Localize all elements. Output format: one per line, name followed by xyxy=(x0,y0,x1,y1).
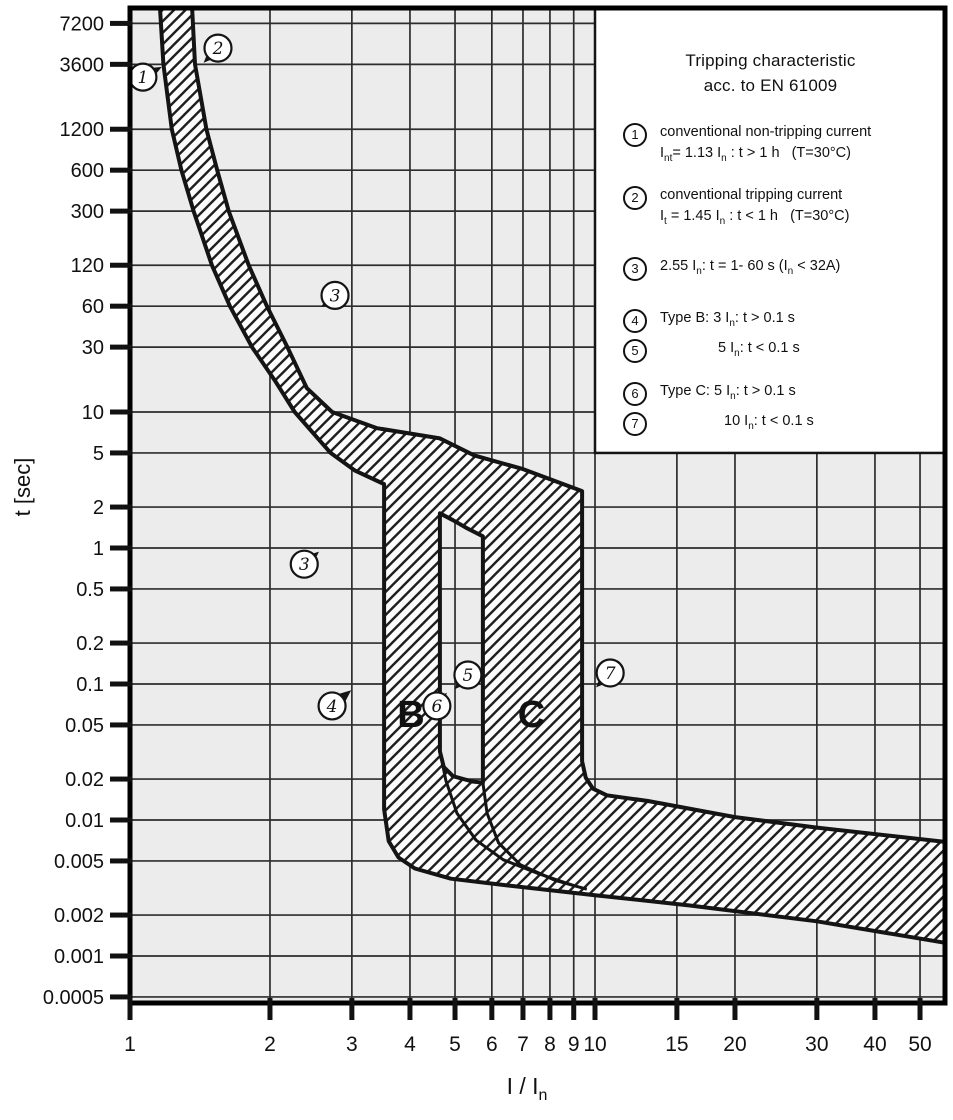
legend-item-1 xyxy=(623,122,944,169)
legend-item-number-icon: 4 xyxy=(623,309,647,333)
svg-text:0.01: 0.01 xyxy=(65,810,104,832)
svg-text:5: 5 xyxy=(449,1033,461,1056)
legend-item-2 xyxy=(623,185,944,232)
svg-text:0.02: 0.02 xyxy=(65,769,104,792)
marker-7-icon xyxy=(596,659,624,687)
legend-item-text: 10 $I_n$: t < 0.1 s xyxy=(724,413,814,433)
legend-box xyxy=(597,8,944,454)
svg-text:3: 3 xyxy=(346,1033,358,1056)
svg-text:20: 20 xyxy=(723,1033,747,1056)
legend-item-number-icon: 2 xyxy=(623,186,647,210)
svg-text:3600: 3600 xyxy=(59,54,104,77)
marker-5-icon xyxy=(454,661,481,689)
legend-item-text: conventional non-tripping current $I_{nt}= 1.13$ $I_n$ : t > 1 h (T=30°C) xyxy=(660,124,872,164)
legend-items xyxy=(597,122,944,437)
svg-text:0.001: 0.001 xyxy=(53,946,104,968)
svg-text:0.05: 0.05 xyxy=(65,714,104,737)
svg-text:9: 9 xyxy=(567,1033,580,1056)
svg-text:2: 2 xyxy=(212,39,224,60)
legend-title-line2: acc. to EN 61009 xyxy=(703,76,838,95)
region-label-B: B xyxy=(397,694,425,737)
svg-text:0.002: 0.002 xyxy=(53,905,104,928)
svg-text:300: 300 xyxy=(70,201,104,224)
svg-text:7: 7 xyxy=(604,663,616,684)
svg-text:30: 30 xyxy=(81,337,104,360)
svg-text:1200: 1200 xyxy=(59,119,104,142)
legend-item-number-icon: 3 xyxy=(623,257,647,281)
legend-item-text: Type B: 3 $I_n$: t > 0.1 s xyxy=(660,309,795,329)
svg-text:6: 6 xyxy=(431,696,443,717)
svg-text:1: 1 xyxy=(124,1033,136,1056)
svg-text:10: 10 xyxy=(583,1033,607,1056)
svg-text:2: 2 xyxy=(92,497,104,520)
svg-text:120: 120 xyxy=(70,255,104,278)
svg-text:30: 30 xyxy=(805,1033,829,1056)
svg-text:0.005: 0.005 xyxy=(53,850,104,873)
region-label-C: C xyxy=(517,694,546,737)
x-axis-title: I / $I_n$ xyxy=(506,1073,548,1104)
svg-text:3: 3 xyxy=(298,555,310,576)
svg-text:8: 8 xyxy=(544,1033,556,1056)
legend-title-line1: Tripping characteristic xyxy=(685,51,856,70)
svg-text:60: 60 xyxy=(81,296,104,319)
legend-item-6 xyxy=(623,381,944,407)
svg-text:7200: 7200 xyxy=(59,13,104,36)
legend-item-number-icon: 6 xyxy=(623,382,647,406)
y-axis-title: t [sec] xyxy=(10,457,35,517)
marker-2-icon xyxy=(204,35,232,63)
svg-text:4: 4 xyxy=(404,1033,416,1056)
svg-text:5: 5 xyxy=(92,442,104,465)
legend-item-text: 2.55 $I_n$: t = 1- 60 s $(I_n < 32A)$ xyxy=(660,257,841,277)
svg-text:600: 600 xyxy=(70,160,104,183)
svg-text:40: 40 xyxy=(863,1033,887,1056)
svg-text:10: 10 xyxy=(81,402,104,424)
svg-text:1: 1 xyxy=(92,538,104,560)
svg-text:6: 6 xyxy=(485,1033,498,1056)
legend-item-text: Type C: 5 $I_n$: t > 0.1 s xyxy=(660,383,796,403)
legend-item-number-icon: 5 xyxy=(623,339,647,363)
legend-title xyxy=(597,48,944,98)
svg-text:0.5: 0.5 xyxy=(76,578,104,601)
legend-item-5 xyxy=(623,338,944,364)
svg-text:3: 3 xyxy=(329,286,341,307)
marker-6-icon xyxy=(423,692,450,719)
svg-text:2: 2 xyxy=(264,1033,276,1056)
svg-text:15: 15 xyxy=(665,1033,689,1056)
legend-item-7 xyxy=(623,411,944,437)
legend-item-text: conventional tripping current $I_t = 1.45$ $I_n$ : t < 1 h (T=30°C) xyxy=(660,186,850,227)
svg-text:0.0005: 0.0005 xyxy=(42,986,104,1009)
legend-item-text: 5 $I_n$: t < 0.1 s xyxy=(718,339,800,359)
marker-3-icon xyxy=(291,551,319,578)
svg-text:0.2: 0.2 xyxy=(76,633,104,656)
legend-item-number-icon: 7 xyxy=(623,412,647,436)
svg-text:50: 50 xyxy=(908,1033,932,1056)
legend-item-number-icon: 1 xyxy=(623,123,647,147)
svg-text:5: 5 xyxy=(462,665,474,686)
marker-3-icon xyxy=(321,282,348,309)
legend-item-3 xyxy=(623,256,944,282)
svg-text:7: 7 xyxy=(517,1033,529,1056)
svg-text:4: 4 xyxy=(326,696,338,717)
svg-text:0.1: 0.1 xyxy=(76,674,104,696)
legend-item-4 xyxy=(623,308,944,334)
svg-text:1: 1 xyxy=(137,68,149,89)
